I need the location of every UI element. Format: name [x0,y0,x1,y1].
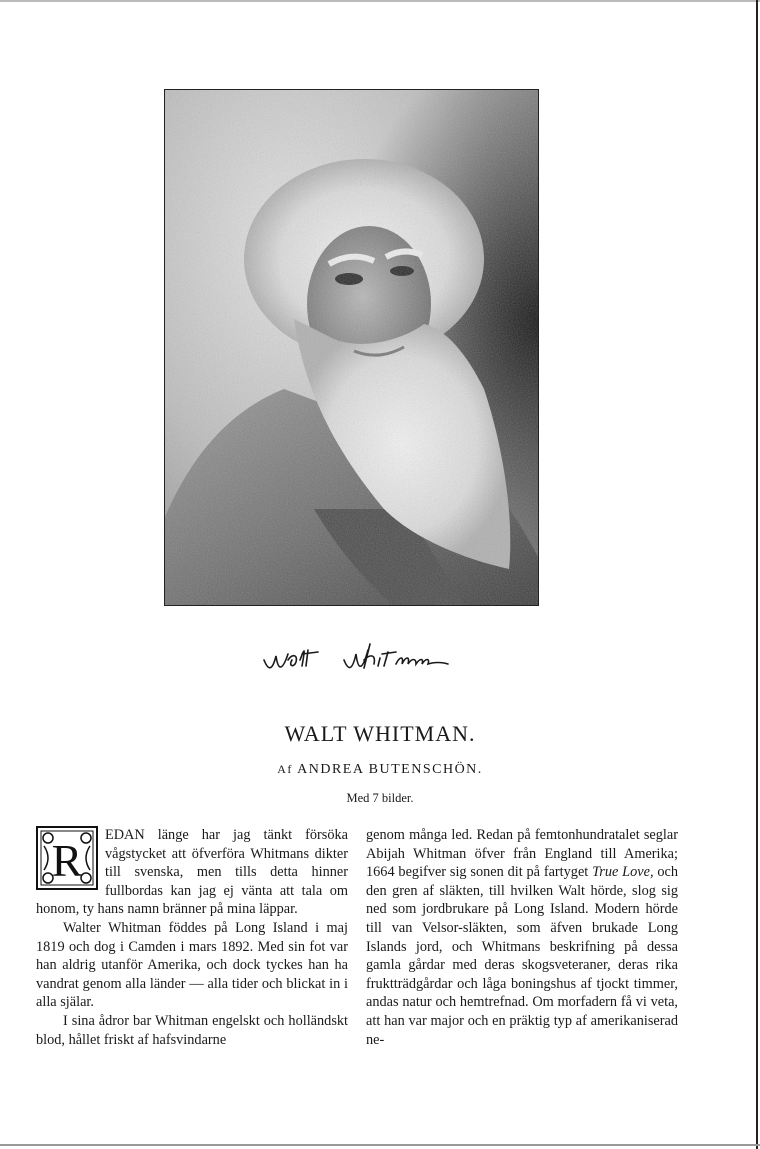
svg-text:R: R [51,835,83,886]
whitman-signature [258,630,458,680]
byline-prefix: Af [277,762,293,776]
byline [0,762,760,778]
author-name: ANDREA BUTENSCHÖN. [297,762,483,777]
portrait-photo-icon [164,89,539,606]
subtitle: Med 7 bilder. [346,791,414,805]
article-title: WALT WHITMAN. [284,721,476,746]
page-edge-right [756,0,758,1149]
column-right [366,826,678,1049]
paragraph-text: genom många led. Redan på femtonhundratalet seglar Abijah Whitman öfver från England till Amerika; 1664 begifver sig sonen dit på fartyget [366,827,678,881]
whitman-portrait [164,89,539,606]
ship-name: True Love, [592,864,654,881]
column-left [36,826,348,1049]
paragraph-text: EDAN länge har jag tänkt försöka vågstycket att öfverföra Whitmans dikter till svenska, men tills detta hinner fullbordas kan jag ej vänta att tala om honom, ty hans namn bränner på mina läppar. [36,827,348,918]
signature-icon [258,630,458,680]
paragraph: Walter Whitman föddes på Long Island i maj 1819 och dog i Camden i mars 1892. Med sin fot var han aldrig utanför Amerika, och dock tyckes han ha vandrat genom alla länder — alla tider och blickat in i alla själar. [36,919,348,1011]
dropcap-icon [36,826,98,890]
page-edge-top [0,0,760,2]
paragraph: I sina ådror bar Whitman engelskt och holländskt blod, hållet friskt af hafsvindarne [36,1012,348,1048]
paragraph-text: och den gren af släkten, till hvilken Walt hörde, slog sig ned som jordbrukare på Long Island. Modern hörde till van Velsor-släkten, som äfven brukade Long Islands jord, och Whitmans beskrifning på dessa gamla gårdar med deras skogsveteraner, deras rika fruktträdgårdar och låga boningshus af tjockt timmer, andas natur och hemtrefnad. Om morfadern få vi veta, att han var major och en präktig typ af amerikaniserad ne- [366,864,679,1048]
page-edge-bottom [0,1144,760,1146]
paragraph [366,826,678,1049]
paragraph [36,826,348,919]
